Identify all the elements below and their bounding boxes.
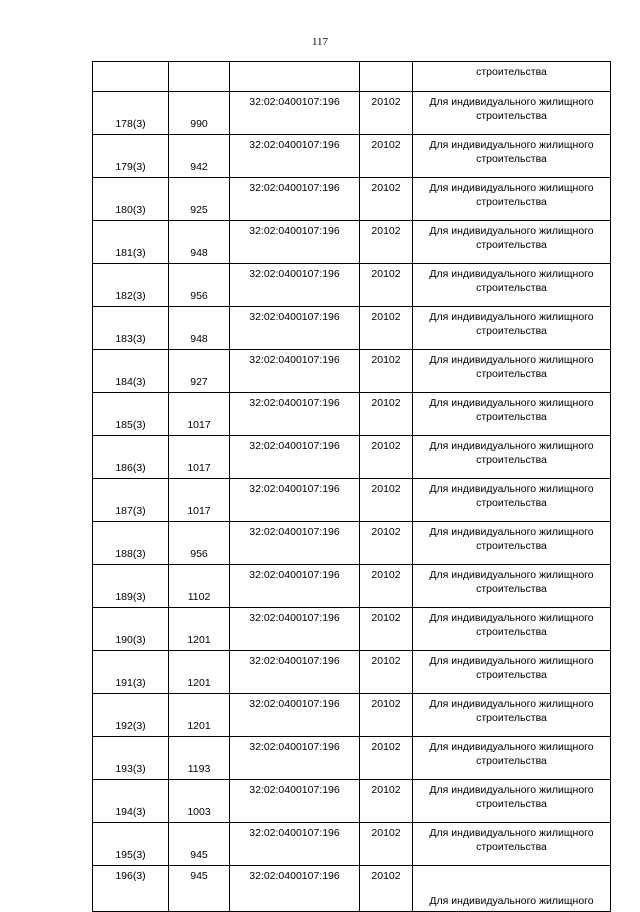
permitted-use-line: строительства [476, 454, 547, 466]
land-code-cell: 20102 [360, 479, 413, 522]
table-row [93, 350, 611, 393]
land-code-cell: 20102 [360, 608, 413, 651]
permitted-use-line: Для индивидуального жилищного [429, 526, 594, 538]
permitted-use-line: Для индивидуального жилищного [429, 182, 594, 194]
plot-area-cell: 1201 [169, 694, 230, 737]
permitted-use-cell [413, 178, 611, 221]
plot-number-cell: 179(3) [93, 135, 169, 178]
permitted-use-line: Для индивидуального жилищного [429, 397, 594, 409]
permitted-use-cell [413, 780, 611, 823]
permitted-use-line: Для индивидуального жилищного [429, 827, 594, 839]
permitted-use-line: строительства [476, 497, 547, 509]
permitted-use-cell [413, 522, 611, 565]
land-code-cell: 20102 [360, 135, 413, 178]
permitted-use-line: Для индивидуального жилищного [429, 784, 594, 796]
permitted-use-cell [413, 307, 611, 350]
plot-area-cell: 945 [169, 866, 230, 912]
table-row [93, 92, 611, 135]
cadastral-number-cell [230, 62, 360, 92]
land-code-cell: 20102 [360, 92, 413, 135]
permitted-use-line: строительства [476, 110, 547, 122]
land-code-cell: 20102 [360, 393, 413, 436]
plot-number-cell: 194(3) [93, 780, 169, 823]
plot-number-cell: 184(3) [93, 350, 169, 393]
land-code-cell: 20102 [360, 436, 413, 479]
plot-area-cell: 942 [169, 135, 230, 178]
permitted-use-line: Для индивидуального жилищного [429, 139, 594, 151]
cadastral-number-cell: 32:02:0400107:196 [230, 651, 360, 694]
permitted-use-line: строительства [476, 712, 547, 724]
land-code-cell: 20102 [360, 307, 413, 350]
permitted-use-line: строительства [476, 626, 547, 638]
plot-number-cell: 187(3) [93, 479, 169, 522]
page-number: 117 [311, 36, 329, 48]
plot-number-cell [93, 62, 169, 92]
table-row [93, 565, 611, 608]
land-code-cell: 20102 [360, 178, 413, 221]
plot-area-cell: 948 [169, 307, 230, 350]
plot-number-cell: 181(3) [93, 221, 169, 264]
plot-area-cell: 1201 [169, 651, 230, 694]
cadastral-number-cell: 32:02:0400107:196 [230, 608, 360, 651]
table-row [93, 135, 611, 178]
cadastral-number-cell: 32:02:0400107:196 [230, 350, 360, 393]
plot-number-cell: 182(3) [93, 264, 169, 307]
table-row [93, 608, 611, 651]
cadastral-number-cell: 32:02:0400107:196 [230, 522, 360, 565]
permitted-use-line: строительства [476, 755, 547, 767]
cadastral-number-cell: 32:02:0400107:196 [230, 178, 360, 221]
plot-number-cell: 180(3) [93, 178, 169, 221]
permitted-use-line: строительства [476, 153, 547, 165]
plot-number-cell: 188(3) [93, 522, 169, 565]
permitted-use-cell [413, 221, 611, 264]
permitted-use-line: строительства [476, 798, 547, 810]
table-row [93, 479, 611, 522]
permitted-use-line: строительства [476, 583, 547, 595]
permitted-use-line: строительства [476, 282, 547, 294]
permitted-use-cell [413, 608, 611, 651]
plot-number-cell: 190(3) [93, 608, 169, 651]
permitted-use-cell [413, 350, 611, 393]
cadastral-number-cell: 32:02:0400107:196 [230, 565, 360, 608]
land-code-cell: 20102 [360, 737, 413, 780]
permitted-use-cell [413, 264, 611, 307]
cadastral-number-cell: 32:02:0400107:196 [230, 264, 360, 307]
land-code-cell: 20102 [360, 823, 413, 866]
plot-number-cell: 186(3) [93, 436, 169, 479]
permitted-use-line: Для индивидуального жилищного [429, 96, 594, 108]
land-code-cell: 20102 [360, 522, 413, 565]
plot-area-cell: 1193 [169, 737, 230, 780]
permitted-use-line: Для индивидуального жилищного [429, 268, 594, 280]
cadastral-number-cell: 32:02:0400107:196 [230, 737, 360, 780]
plot-area-cell: 956 [169, 522, 230, 565]
plot-number-cell: 196(3) [93, 866, 169, 912]
permitted-use-cell [413, 92, 611, 135]
permitted-use-line: строительства [476, 540, 547, 552]
cadastral-number-cell: 32:02:0400107:196 [230, 307, 360, 350]
cadastral-number-cell: 32:02:0400107:196 [230, 393, 360, 436]
permitted-use-cell [413, 135, 611, 178]
land-code-cell: 20102 [360, 780, 413, 823]
land-code-cell [360, 62, 413, 92]
permitted-use-line: Для индивидуального жилищного [429, 354, 594, 366]
permitted-use-cell [413, 436, 611, 479]
permitted-use-cell [413, 737, 611, 780]
table-row [93, 522, 611, 565]
permitted-use-line: Для индивидуального жилищного [429, 311, 594, 323]
plot-area-cell: 945 [169, 823, 230, 866]
land-code-cell: 20102 [360, 264, 413, 307]
permitted-use-line: строительства [476, 368, 547, 380]
plot-area-cell: 1201 [169, 608, 230, 651]
permitted-use-line: Для индивидуального жилищного [429, 569, 594, 581]
cadastral-number-cell: 32:02:0400107:196 [230, 135, 360, 178]
land-code-cell: 20102 [360, 350, 413, 393]
plot-number-cell: 195(3) [93, 823, 169, 866]
permitted-use-line: Для индивидуального жилищного [429, 655, 594, 667]
permitted-use-line: строительства [476, 239, 547, 251]
plot-number-cell: 193(3) [93, 737, 169, 780]
permitted-use-cell [413, 694, 611, 737]
table-body [93, 62, 611, 912]
permitted-use-line: Для индивидуального жилищного [429, 612, 594, 624]
table-row [93, 694, 611, 737]
table-row-continued [93, 62, 611, 92]
land-plot-table [92, 61, 611, 912]
permitted-use-line: строительства [476, 669, 547, 681]
cadastral-number-cell: 32:02:0400107:196 [230, 436, 360, 479]
permitted-use-line: строительства [476, 196, 547, 208]
table-row [93, 178, 611, 221]
plot-area-cell: 1017 [169, 393, 230, 436]
table-row [93, 780, 611, 823]
cadastral-number-cell: 32:02:0400107:196 [230, 694, 360, 737]
land-code-cell: 20102 [360, 694, 413, 737]
permitted-use-line: Для индивидуального жилищного [429, 698, 594, 710]
table-row [93, 264, 611, 307]
plot-number-cell: 189(3) [93, 565, 169, 608]
permitted-use-line: строительства [476, 411, 547, 423]
plot-number-cell: 178(3) [93, 92, 169, 135]
plot-area-cell: 956 [169, 264, 230, 307]
table-row [93, 307, 611, 350]
land-code-cell: 20102 [360, 651, 413, 694]
cadastral-number-cell: 32:02:0400107:196 [230, 479, 360, 522]
table-row [93, 221, 611, 264]
permitted-use-cell [413, 479, 611, 522]
table-row [93, 393, 611, 436]
plot-number-cell: 183(3) [93, 307, 169, 350]
permitted-use-line: Для индивидуального жилищного [429, 225, 594, 237]
table-row [93, 651, 611, 694]
permitted-use-cell [413, 565, 611, 608]
cadastral-number-cell: 32:02:0400107:196 [230, 823, 360, 866]
permitted-use-cell: строительства [413, 62, 611, 92]
plot-number-cell: 185(3) [93, 393, 169, 436]
table-row [93, 737, 611, 780]
permitted-use-cell: Для индивидуального жилищного [413, 866, 611, 912]
plot-area-cell: 1003 [169, 780, 230, 823]
table-row [93, 436, 611, 479]
permitted-use-line: строительства [476, 325, 547, 337]
permitted-use-cell [413, 651, 611, 694]
land-code-cell: 20102 [360, 866, 413, 912]
plot-number-cell: 191(3) [93, 651, 169, 694]
permitted-use-line: строительства [476, 841, 547, 853]
permitted-use-line: Для индивидуального жилищного [429, 440, 594, 452]
permitted-use-cell [413, 393, 611, 436]
plot-number-cell: 192(3) [93, 694, 169, 737]
cadastral-number-cell: 32:02:0400107:196 [230, 221, 360, 264]
land-code-cell: 20102 [360, 221, 413, 264]
cadastral-number-cell: 32:02:0400107:196 [230, 780, 360, 823]
plot-area-cell: 990 [169, 92, 230, 135]
cadastral-number-cell: 32:02:0400107:196 [230, 92, 360, 135]
cadastral-number-cell: 32:02:0400107:196 [230, 866, 360, 912]
plot-area-cell: 1017 [169, 436, 230, 479]
permitted-use-line: Для индивидуального жилищного [429, 741, 594, 753]
plot-area-cell [169, 62, 230, 92]
permitted-use-cell [413, 823, 611, 866]
plot-area-cell: 1017 [169, 479, 230, 522]
plot-area-cell: 925 [169, 178, 230, 221]
table-row [93, 823, 611, 866]
permitted-use-line: Для индивидуального жилищного [429, 483, 594, 495]
land-code-cell: 20102 [360, 565, 413, 608]
plot-area-cell: 1102 [169, 565, 230, 608]
plot-area-cell: 927 [169, 350, 230, 393]
plot-area-cell: 948 [169, 221, 230, 264]
